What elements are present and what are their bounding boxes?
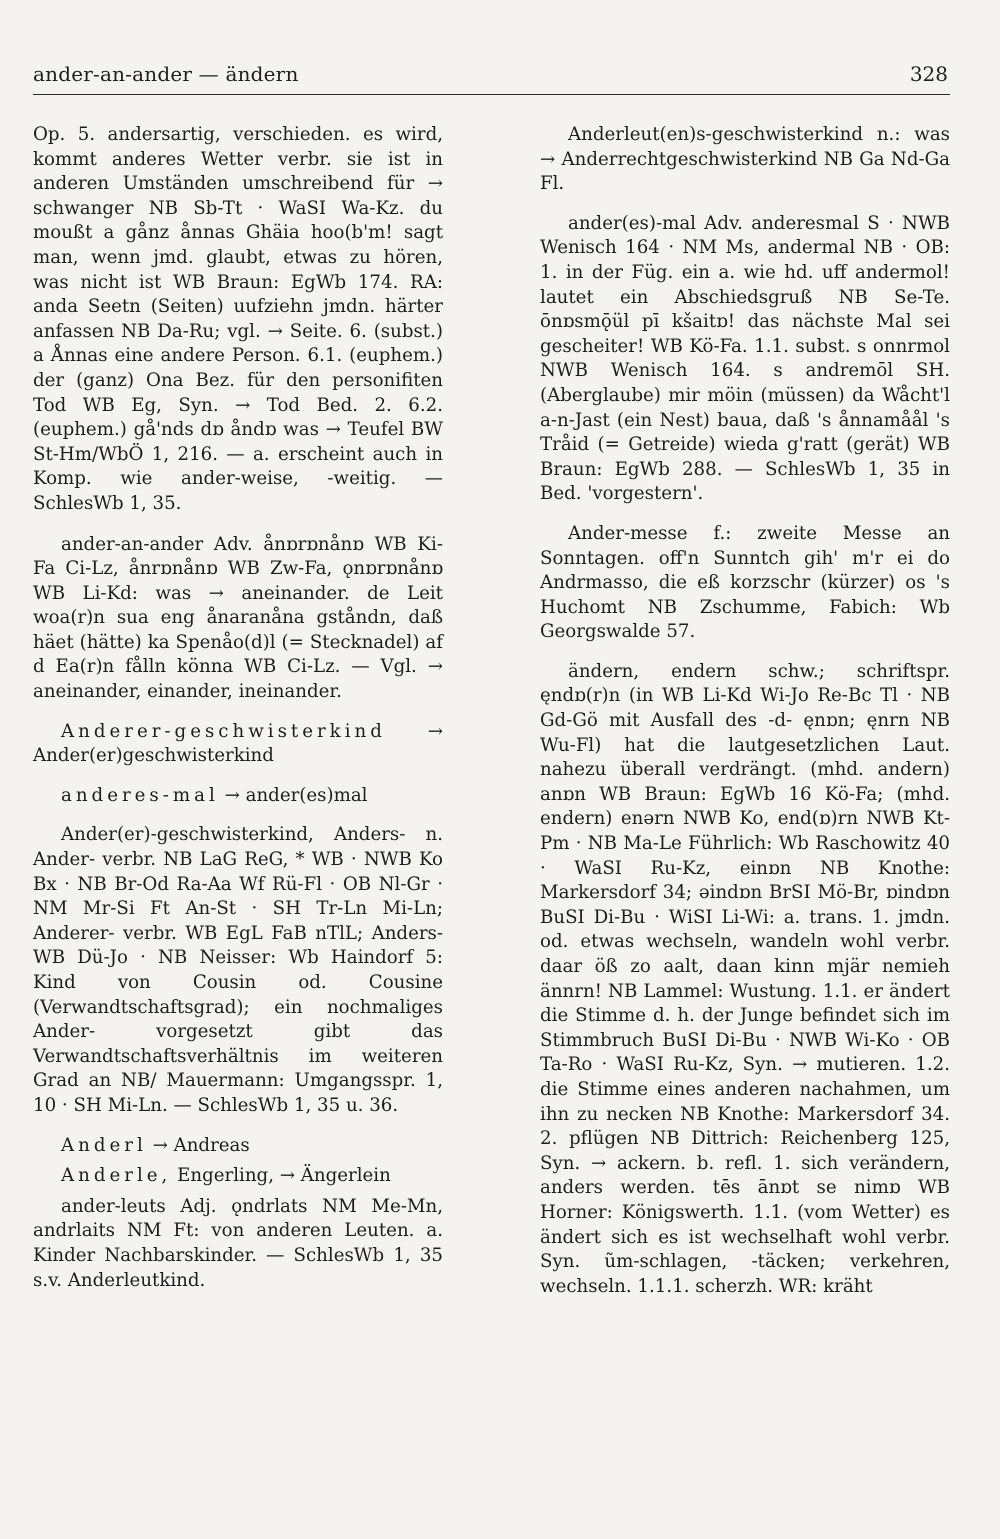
left-column: [33, 123, 443, 1308]
entry-aendern: ändern, endern schw.; schriftspr. ęndɒ(r)n (in WB Li-Kd Wi-Jo Re-Bc Tl · NB Gd-Gö mit Ausfall des -d- ęnɒn; ęnrn NB Wu-Fl) hat die lautgesetzlichen Laut. nahezu überall verdrängt. (mhd. andern) anɒn WB Braun: EgWb 16 Kö-Fa; (mhd. endern) enərn NWB Ko, end(ɒ)rn NWB Kt-Pm · NB Ma-Le Führlich: Wb Raschowitz 40 · WaSI Ru-Kz, einɒn NB Knothe: Markersdorf 34; əindɒn BrSI Mö-Br, ɒindɒn BuSI Di-Bu · WiSI Li-Wi: a. trans. 1. jmdn. od. etwas wechseln, wandeln wohl verbr. daar öß zo aalt, daan kinn mjär nemieh ännrn! NB Lammel: Wustung. 1.1. er ändert die Stimme d. h. der Junge befindet sich im Stimmbruch BuSI Di-Bu · NWB Wi-Ko · OB Ta-Ro · WaSI Ru-Kz, Syn. → mutieren. 1.2. die Stimme eines anderen nachahmen, um ihn zu necken NB Knothe: Markersdorf 34. 2. pflügen NB Dittrich: Reichenberg 125, Syn. → ackern. b. refl. 1. sich verändern, anders werden. tēs ānɒt se nimɒ WB Horner: Königswerth. 1.1. (vom Wetter) es ändert sich es ist wechselhaft wohl verbr. Syn. ũm-schlagen, -täcken; verkehren, wechseln. 1.1.1. scherzh. WR: kräht: [540, 660, 950, 1297]
entry-headword: Anderer-geschwisterkind: [61, 720, 386, 742]
entry-headword: Anderl: [61, 1134, 147, 1156]
entry-ander-messe: Ander-messe f.: zweite Messe an Sonntagen. off'n Sunntch gih' m'r ei do Andrmasso, die eß korzschr (kürzer) os 's Huchomt NB Zschumme, Fabich: Wb Georgswalde 57.: [540, 522, 950, 643]
running-title: ander-an-ander — ändern: [33, 62, 299, 86]
entry-anderer-geschwisterkind-ref: [33, 720, 443, 769]
entry-headword: anderes-mal: [61, 784, 219, 806]
entry-headword: Anderle,: [61, 1165, 172, 1187]
entry-anderl-ref: [33, 1134, 443, 1159]
entry-ander-an-ander: ander-an-ander Adv. ånɒrɒnånɒ WB Ki-Fa Ci-Lz, ånrɒnånɒ WB Zw-Fa, ǫnɒrɒnånɒ WB Li-Kd: was → aneinander. de Leit woa(r)n sua eng ånaranåna gståndn, daß häet (hätte) ka Spenåo(d)l (= Stecknadel) af d Ea(r)n fålln könna WB Ci-Lz. — Vgl. → aneinander, einander, ineinander.: [33, 533, 443, 703]
entry-ander-es-mal: ander(es)-mal Adv. anderesmal S · NWB Wenisch 164 · NM Ms, andermal NB · OB: 1. in der Füg. ein a. wie hd. uff andermol! lautet ein Abschiedsgruß NB Se-Te. ōnɒsmǭül pī kšaitɒ! das nächste Mal sei gescheiter! WB Kö-Fa. 1.1. subst. s onnrmol NWB Wenisch 164. s andremōl SH. (Aberglaube) mir möin (müssen) da Wåcht'l a-n-Jast (ein Nest) baua, daß 's ånnamåål 's Tråid (= Getreide) wieda g'ratt (gerät) WB Braun: EgWb 288. — SchlesWb 1, 35 in Bed. 'vorgestern'.: [540, 212, 950, 505]
entry-anderleutens-geschwisterkind: Anderleut(en)s-geschwisterkind n.: was → Anderrechtgeschwisterkind NB Ga Nd-Ga Fl.: [540, 124, 950, 195]
entry-anderes-mal-ref: [33, 784, 443, 809]
right-column: [540, 123, 950, 1314]
cross-reference: → ander(es)mal: [224, 784, 368, 806]
entry-anderle-ref: [33, 1164, 443, 1189]
cross-reference: → Ander(er)geschwisterkind: [33, 720, 443, 767]
entry-continuation: Op. 5. andersartig, verschieden. es wird, kommt anderes Wetter verbr. sie ist in anderen Umständen umschreibend für → schwanger NB Sb-Tt · WaSI Wa-Kz. du moußt a gånz ånnas Ghäia hoo(b'm! sagt man, wenn jmd. glaubt, etwas zu hören, was nicht ist WB Braun: EgWb 174. RA: anda Seetn (Seiten) uufziehn jmdn. härter anfassen NB Da-Ru; vgl. → Seite. 6. (subst.) a Ånnas eine andere Person. 6.1. (euphem.) der (ganz) Ona Bez. für den personifiten Tod WB Eg, Syn. → Tod Bed. 2. 6.2. (euphem.) gå'nds dɒ åndɒ was → Teufel BW St-Hm/WbÖ 1, 216. — a. erscheint auch in Komp. wie ander-weise, -weitig. — SchlesWb 1, 35.: [33, 124, 443, 514]
entry-ander-er-geschwisterkind: Ander(er)-geschwisterkind, Anders- n. Ander- verbr. NB LaG ReG, * WB · NWB Ko Bx · NB Br-Od Ra-Aa Wf Rü-Fl · OB Nl-Gr · NM Mr-Si Ft An-St · SH Tr-Ln Mi-Ln; Anderer- verbr. WB EgL FaB nTlL; Anders- WB Dü-Jo · NB Neisser: Wb Haindorf 5: Kind von Cousin od. Cousine (Verwandtschaftsgrad); ein nochmaliges Ander- vorgesetzt gibt das Verwandtschaftsverhältnis im weiteren Grad an NB/ Mauermann: Umgangsspr. 1, 10 · SH Mi-Ln. — SchlesWb 1, 35 u. 36.: [33, 824, 443, 1116]
page-number: 328: [909, 62, 948, 86]
running-header: [33, 58, 950, 95]
entry-ander-leuts: ander-leuts Adj. ǫndrlats NM Me-Mn, andrlaits NM Ft: von anderen Leuten. a. Kinder Nachbarskinder. — SchlesWb 1, 35 s.v. Anderleutkind.: [33, 1195, 443, 1291]
cross-reference: Engerling, → Ängerlein: [177, 1165, 391, 1187]
cross-reference: → Andreas: [152, 1134, 250, 1156]
